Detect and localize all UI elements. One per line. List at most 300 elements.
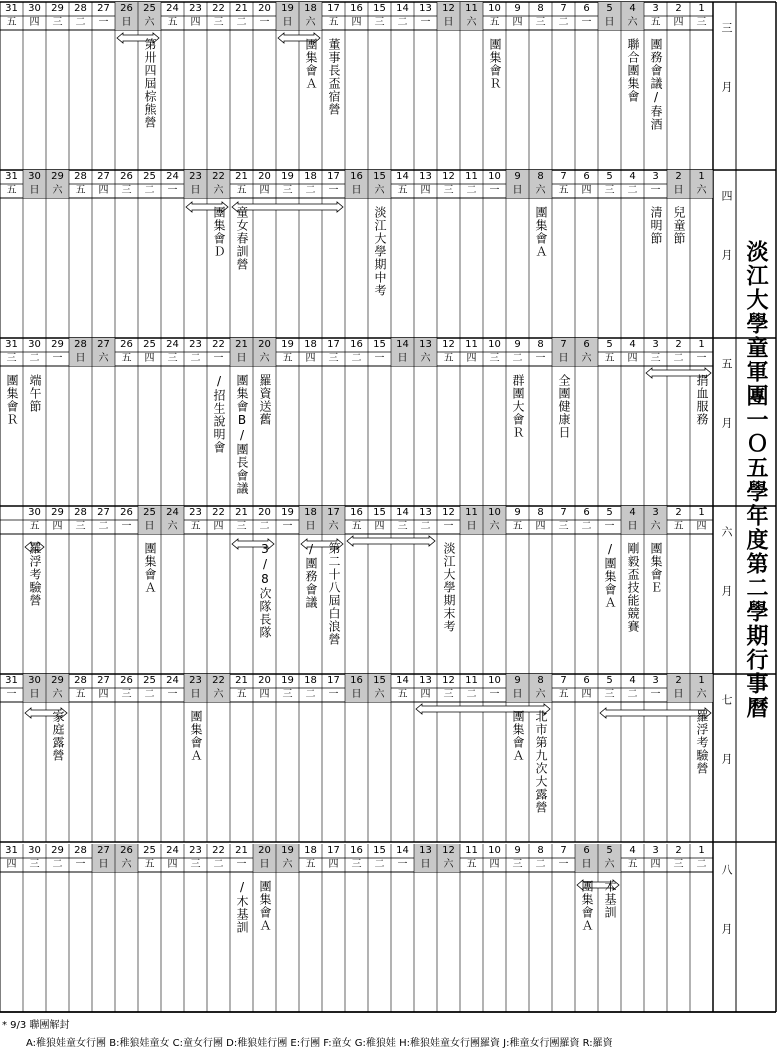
day-number: 12 (442, 675, 455, 686)
calendar-event: 團集會Ｅ (649, 542, 663, 594)
calendar-event: 群團大會Ｒ (511, 374, 525, 439)
weekday-label: 六 (627, 17, 638, 28)
weekday-label: 二 (351, 353, 362, 364)
day-number: 19 (281, 339, 294, 350)
weekday-label: 二 (190, 353, 201, 364)
day-number: 13 (419, 171, 432, 182)
day-number: 13 (419, 675, 432, 686)
weekday-label: 一 (259, 17, 270, 28)
calendar-event: 木基訓 (603, 880, 617, 919)
day-number: 24 (166, 339, 179, 350)
day-number: 27 (97, 507, 110, 518)
weekday-label: 六 (581, 353, 592, 364)
day-number: 21 (235, 675, 248, 686)
day-number: 5 (606, 171, 613, 182)
calendar-event: 捐血服務 (695, 374, 709, 426)
weekday-label: 三 (6, 353, 17, 364)
weekday-label: 四 (489, 859, 500, 870)
weekday-label: 五 (650, 17, 661, 28)
weekday-label: 五 (75, 689, 86, 700)
day-number: 10 (488, 3, 501, 14)
day-number: 18 (304, 675, 317, 686)
weekday-label: 二 (581, 521, 592, 532)
day-number: 22 (212, 3, 225, 14)
day-number: 7 (560, 675, 567, 686)
page-title: 淡江大學童軍團一Ｏ五學年度第二學期行事曆 (743, 240, 768, 720)
day-number: 20 (258, 3, 271, 14)
weekday-label: 二 (397, 17, 408, 28)
day-number: 14 (396, 845, 409, 856)
day-number: 26 (120, 3, 133, 14)
day-number: 4 (629, 845, 636, 856)
weekday-label: 六 (213, 689, 224, 700)
day-number: 23 (189, 3, 202, 14)
weekday-label: 五 (6, 185, 17, 196)
weekday-label: 一 (489, 689, 500, 700)
weekday-label: 日 (305, 521, 316, 532)
month-label: 八月 (720, 864, 733, 982)
day-number: 23 (189, 339, 202, 350)
weekday-label: 二 (98, 521, 109, 532)
day-number: 3 (652, 675, 659, 686)
weekday-label: 六 (604, 859, 615, 870)
weekday-label: 六 (535, 689, 546, 700)
day-number: 29 (51, 3, 64, 14)
weekday-label: 四 (420, 689, 431, 700)
day-number: 5 (606, 675, 613, 686)
weekday-label: 五 (236, 185, 247, 196)
day-number: 20 (258, 845, 271, 856)
weekday-label: 四 (29, 17, 40, 28)
weekday-label: 五 (167, 17, 178, 28)
weekday-label: 日 (282, 17, 293, 28)
calendar-event: 團集會Ａ (143, 542, 157, 594)
day-number: 27 (97, 675, 110, 686)
day-number: 6 (583, 845, 590, 856)
day-number: 25 (143, 507, 156, 518)
weekday-label: 四 (144, 353, 155, 364)
day-number: 9 (514, 3, 521, 14)
weekday-label: 日 (673, 689, 684, 700)
day-number: 27 (97, 3, 110, 14)
weekday-label: 三 (650, 353, 661, 364)
weekday-label: 六 (52, 185, 63, 196)
weekday-label: 五 (29, 521, 40, 532)
calendar-event: 團集會Ａ (534, 206, 548, 258)
day-number: 8 (537, 3, 544, 14)
day-number: 2 (675, 507, 682, 518)
weekday-label: 五 (627, 859, 638, 870)
calendar-event: 團集會Ａ (511, 710, 525, 762)
day-number: 2 (675, 339, 682, 350)
day-number: 7 (560, 339, 567, 350)
day-number: 28 (74, 171, 87, 182)
day-number: 8 (537, 171, 544, 182)
weekday-label: 三 (351, 859, 362, 870)
weekday-label: 五 (236, 689, 247, 700)
day-number: 31 (5, 3, 18, 14)
day-number: 18 (304, 171, 317, 182)
day-number: 29 (51, 507, 64, 518)
day-number: 12 (442, 845, 455, 856)
day-number: 3 (652, 171, 659, 182)
weekday-label: 三 (52, 17, 63, 28)
weekday-label: 六 (144, 17, 155, 28)
day-number: 17 (327, 3, 340, 14)
day-number: 23 (189, 507, 202, 518)
day-number: 29 (51, 675, 64, 686)
day-number: 24 (166, 507, 179, 518)
weekday-label: 一 (6, 689, 17, 700)
weekday-label: 三 (443, 185, 454, 196)
weekday-label: 二 (420, 521, 431, 532)
day-number: 14 (396, 3, 409, 14)
calendar-event: 兒童節 (672, 206, 686, 245)
weekday-label: 四 (466, 353, 477, 364)
weekday-label: 二 (213, 859, 224, 870)
day-number: 22 (212, 339, 225, 350)
day-number: 11 (465, 171, 478, 182)
day-number: 19 (281, 3, 294, 14)
weekday-label: 日 (29, 185, 40, 196)
day-number: 9 (514, 339, 521, 350)
weekday-label: 一 (167, 689, 178, 700)
weekday-label: 六 (696, 689, 707, 700)
day-number: 24 (166, 171, 179, 182)
weekday-label: 三 (489, 353, 500, 364)
weekday-label: 五 (443, 353, 454, 364)
day-number: 30 (28, 3, 41, 14)
weekday-label: 日 (397, 353, 408, 364)
day-number: 12 (442, 3, 455, 14)
weekday-label: 日 (351, 689, 362, 700)
day-number: 21 (235, 171, 248, 182)
weekday-label: 一 (696, 353, 707, 364)
day-number: 10 (488, 675, 501, 686)
weekday-label: 一 (98, 17, 109, 28)
day-number: 10 (488, 845, 501, 856)
day-number: 31 (5, 171, 18, 182)
day-number: 26 (120, 171, 133, 182)
weekday-label: 二 (144, 689, 155, 700)
weekday-label: 四 (259, 689, 270, 700)
weekday-label: 二 (512, 353, 523, 364)
weekday-label: 三 (328, 353, 339, 364)
weekday-label: 五 (282, 353, 293, 364)
day-number: 21 (235, 3, 248, 14)
weekday-label: 二 (236, 17, 247, 28)
day-number: 24 (166, 845, 179, 856)
weekday-label: 四 (420, 185, 431, 196)
day-number: 12 (442, 339, 455, 350)
day-number: 5 (606, 507, 613, 518)
weekday-label: 日 (351, 185, 362, 196)
day-number: 17 (327, 507, 340, 518)
day-number: 28 (74, 845, 87, 856)
day-number: 22 (212, 845, 225, 856)
weekday-label: 一 (52, 353, 63, 364)
day-number: 1 (698, 171, 705, 182)
day-number: 19 (281, 507, 294, 518)
weekday-label: 四 (98, 689, 109, 700)
month-label: 七月 (720, 694, 733, 812)
weekday-label: 日 (190, 185, 201, 196)
day-number: 31 (5, 339, 18, 350)
weekday-label: 六 (696, 185, 707, 196)
calendar-event: 團集會B/團長會議 (235, 374, 249, 495)
weekday-label: 四 (673, 17, 684, 28)
day-number: 30 (28, 675, 41, 686)
weekday-label: 五 (190, 521, 201, 532)
weekday-label: 一 (443, 521, 454, 532)
day-number: 9 (514, 675, 521, 686)
weekday-label: 四 (351, 17, 362, 28)
calendar-event: 團集會Ｒ (488, 38, 502, 90)
calendar-event: 家庭露營 (51, 710, 65, 762)
calendar-event: 第二十八屆白浪營 (327, 542, 341, 646)
weekday-label: 二 (673, 353, 684, 364)
weekday-label: 四 (581, 689, 592, 700)
day-number: 11 (465, 3, 478, 14)
calendar-event: 淡江大學期中考 (373, 206, 387, 297)
day-number: 9 (514, 507, 521, 518)
day-number: 22 (212, 171, 225, 182)
weekday-label: 六 (305, 17, 316, 28)
calendar-event: 羅浮考驗營 (28, 542, 42, 607)
weekday-label: 四 (581, 185, 592, 196)
day-number: 3 (652, 3, 659, 14)
day-number: 24 (166, 3, 179, 14)
weekday-label: 五 (558, 689, 569, 700)
day-number: 28 (74, 675, 87, 686)
weekday-label: 四 (6, 859, 17, 870)
weekday-label: 三 (75, 521, 86, 532)
day-number: 4 (629, 3, 636, 14)
weekday-label: 二 (75, 17, 86, 28)
day-number: 19 (281, 845, 294, 856)
day-number: 14 (396, 675, 409, 686)
day-number: 7 (560, 171, 567, 182)
weekday-label: 日 (144, 521, 155, 532)
calendar-event: 團集會Ａ (580, 880, 594, 932)
weekday-label: 日 (581, 859, 592, 870)
day-number: 26 (120, 507, 133, 518)
day-number: 15 (373, 845, 386, 856)
weekday-label: 一 (236, 859, 247, 870)
weekday-label: 五 (121, 353, 132, 364)
calendar-event: 團集會Ａ (258, 880, 272, 932)
calendar-event: 團務會議/春酒 (649, 38, 663, 131)
day-number: 24 (166, 675, 179, 686)
footer-legend: A:稚狼娃童女行團 B:稚狼娃童女 C:童女行團 D:稚狼娃行團 E:行團 F:童女 G:稚狼娃 H:稚狼娃童女行團羅資 J:稚童女行團羅資 R:羅資 (26, 1038, 613, 1049)
day-number: 11 (465, 845, 478, 856)
day-number: 7 (560, 507, 567, 518)
weekday-label: 一 (535, 353, 546, 364)
weekday-label: 三 (121, 689, 132, 700)
day-number: 4 (629, 507, 636, 518)
day-number: 10 (488, 171, 501, 182)
day-number: 14 (396, 339, 409, 350)
weekday-label: 一 (558, 859, 569, 870)
day-number: 1 (698, 3, 705, 14)
day-number: 20 (258, 339, 271, 350)
day-number: 18 (304, 3, 317, 14)
day-number: 1 (698, 339, 705, 350)
weekday-label: 五 (328, 17, 339, 28)
day-number: 16 (350, 507, 363, 518)
calendar-event: 3/8次隊長隊 (258, 542, 272, 639)
day-number: 30 (28, 171, 41, 182)
day-number: 31 (5, 845, 18, 856)
day-number: 30 (28, 507, 41, 518)
day-number: 21 (235, 339, 248, 350)
weekday-label: 四 (374, 521, 385, 532)
weekday-label: 四 (98, 185, 109, 196)
weekday-label: 五 (305, 859, 316, 870)
footer-note: * 9/3 聯團解封 (2, 1020, 70, 1031)
day-number: 18 (304, 845, 317, 856)
weekday-label: 四 (535, 521, 546, 532)
calendar-event: 全團健康日 (557, 374, 571, 439)
weekday-label: 二 (627, 689, 638, 700)
day-number: 10 (488, 339, 501, 350)
day-number: 22 (212, 675, 225, 686)
weekday-label: 六 (374, 689, 385, 700)
day-number: 11 (465, 339, 478, 350)
weekday-label: 一 (121, 521, 132, 532)
weekday-label: 一 (213, 353, 224, 364)
day-number: 15 (373, 3, 386, 14)
day-number: 30 (28, 339, 41, 350)
weekday-label: 六 (121, 859, 132, 870)
day-number: 3 (652, 845, 659, 856)
weekday-label: 四 (512, 17, 523, 28)
day-number: 5 (606, 845, 613, 856)
day-number: 6 (583, 171, 590, 182)
day-number: 15 (373, 171, 386, 182)
month-label: 三月 (720, 22, 733, 140)
month-label: 五月 (720, 358, 733, 476)
weekday-label: 一 (374, 353, 385, 364)
weekday-label: 六 (282, 859, 293, 870)
weekday-label: 五 (489, 17, 500, 28)
calendar-event: 團集會Ａ (304, 38, 318, 90)
weekday-label: 三 (443, 689, 454, 700)
day-number: 25 (143, 339, 156, 350)
day-number: 28 (74, 507, 87, 518)
day-number: 5 (606, 3, 613, 14)
day-number: 1 (698, 845, 705, 856)
day-number: 29 (51, 845, 64, 856)
weekday-label: 二 (374, 859, 385, 870)
weekday-label: 二 (558, 17, 569, 28)
calendar-event: 清明節 (649, 206, 663, 245)
day-number: 30 (28, 845, 41, 856)
day-number: 7 (560, 3, 567, 14)
weekday-label: 一 (581, 17, 592, 28)
day-number: 27 (97, 171, 110, 182)
weekday-label: 日 (443, 17, 454, 28)
weekday-label: 一 (167, 185, 178, 196)
weekday-label: 日 (604, 17, 615, 28)
calendar-event: 董事長盃宿營 (327, 38, 341, 116)
day-number: 20 (258, 675, 271, 686)
calendar-event: /木基訓 (235, 880, 249, 934)
weekday-label: 五 (75, 185, 86, 196)
calendar-event: 聯合團集會 (626, 38, 640, 103)
day-number: 17 (327, 339, 340, 350)
day-number: 17 (327, 675, 340, 686)
weekday-label: 一 (282, 521, 293, 532)
weekday-label: 六 (374, 185, 385, 196)
day-number: 3 (652, 507, 659, 518)
weekday-label: 六 (52, 689, 63, 700)
weekday-label: 三 (673, 859, 684, 870)
month-label: 四月 (720, 190, 733, 308)
weekday-label: 二 (535, 859, 546, 870)
day-number: 14 (396, 171, 409, 182)
weekday-label: 一 (420, 17, 431, 28)
day-number: 18 (304, 507, 317, 518)
weekday-label: 一 (328, 689, 339, 700)
day-number: 25 (143, 3, 156, 14)
day-number: 20 (258, 171, 271, 182)
weekday-label: 日 (259, 859, 270, 870)
day-number: 14 (396, 507, 409, 518)
weekday-label: 三 (213, 17, 224, 28)
weekday-label: 一 (604, 521, 615, 532)
calendar-event: 端午節 (28, 374, 42, 413)
day-number: 13 (419, 3, 432, 14)
weekday-label: 日 (75, 353, 86, 364)
calendar-event: 剛毅盃技能競賽 (626, 542, 640, 633)
weekday-label: 六 (420, 353, 431, 364)
weekday-label: 四 (627, 353, 638, 364)
weekday-label: 日 (420, 859, 431, 870)
calendar-event: 團集會Ｄ (212, 206, 226, 258)
weekday-label: 三 (121, 185, 132, 196)
weekday-label: 三 (696, 17, 707, 28)
day-number: 13 (419, 845, 432, 856)
weekday-label: 日 (236, 353, 247, 364)
calendar-event: 團集會Ａ (189, 710, 203, 762)
day-number: 2 (675, 675, 682, 686)
day-number: 28 (74, 339, 87, 350)
day-number: 8 (537, 507, 544, 518)
day-number: 23 (189, 171, 202, 182)
day-number: 28 (74, 3, 87, 14)
weekday-label: 四 (213, 521, 224, 532)
day-number: 2 (675, 171, 682, 182)
weekday-label: 二 (29, 353, 40, 364)
weekday-label: 六 (213, 185, 224, 196)
weekday-label: 五 (558, 185, 569, 196)
weekday-label: 四 (696, 521, 707, 532)
calendar-event: 團集會Ｒ (5, 374, 19, 426)
day-number: 29 (51, 171, 64, 182)
day-number: 23 (189, 845, 202, 856)
weekday-label: 二 (627, 185, 638, 196)
day-number: 25 (143, 171, 156, 182)
weekday-label: 四 (259, 185, 270, 196)
weekday-label: 日 (512, 689, 523, 700)
day-number: 23 (189, 675, 202, 686)
weekday-label: 六 (466, 17, 477, 28)
calendar-event: /團集會Ａ (603, 542, 617, 609)
weekday-label: 一 (328, 185, 339, 196)
weekday-label: 三 (374, 17, 385, 28)
weekday-label: 三 (190, 859, 201, 870)
